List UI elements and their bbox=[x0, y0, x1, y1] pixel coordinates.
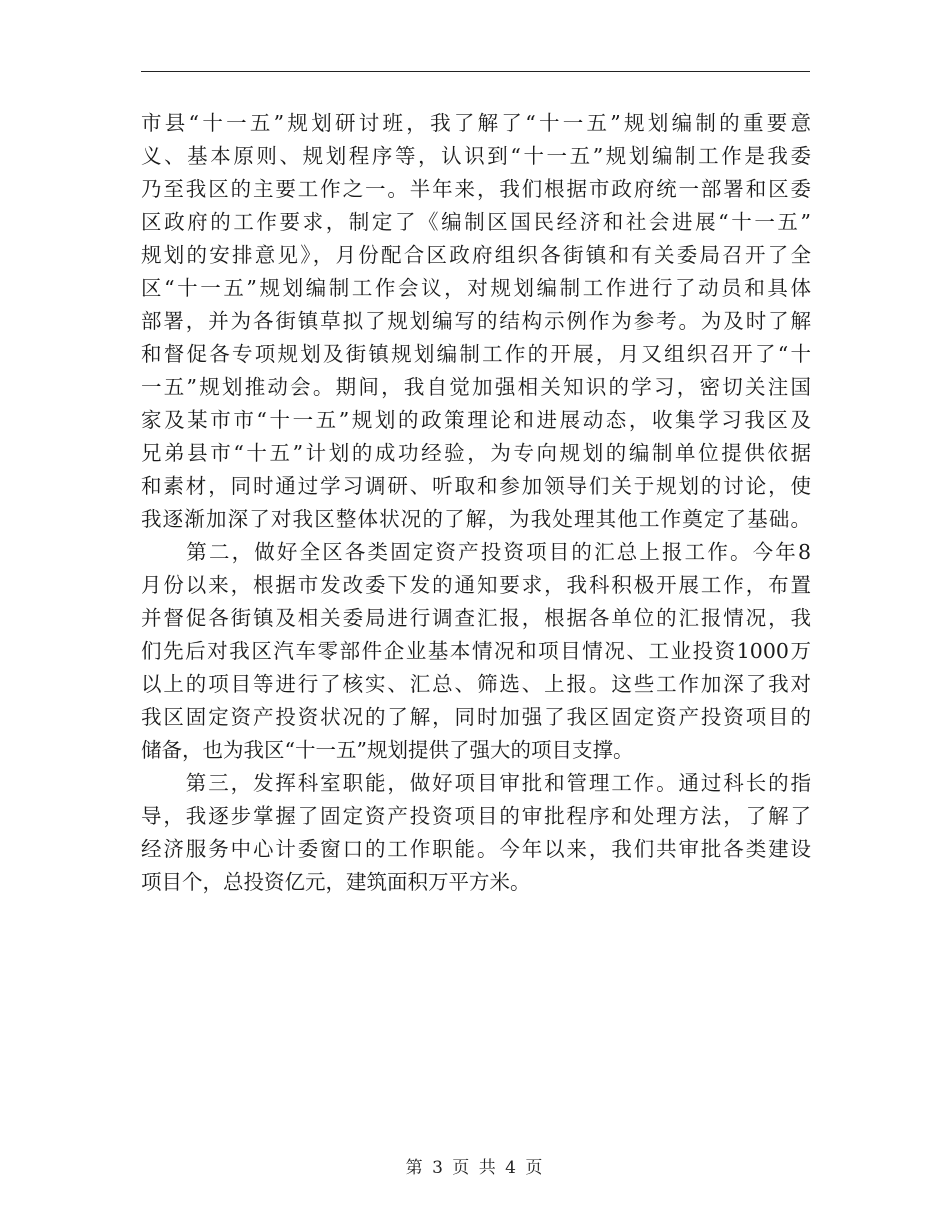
text-line: 义、基本原则、规划程序等，认识到“十一五”规划编制工作是我委 bbox=[141, 144, 811, 168]
text-line: 经济服务中心计委窗口的工作职能。今年以来，我们共审批各类建设 bbox=[141, 837, 811, 861]
text-line: 储备，也为我区“十一五”规划提供了强大的项目支撑。 bbox=[141, 738, 634, 762]
text-line: 月份以来，根据市发改委下发的通知要求，我科积极开展工作，布置 bbox=[141, 573, 811, 597]
text-line: 家及某市市“十一五”规划的政策理论和进展动态，收集学习我区及 bbox=[141, 408, 811, 432]
text-line: 和督促各专项规划及街镇规划编制工作的开展，月又组织召开了“十 bbox=[141, 342, 811, 366]
text-line: 区政府的工作要求，制定了《编制区国民经济和社会进展“十一五” bbox=[141, 210, 811, 234]
text-line: 兄弟县市“十五”计划的成功经验，为专向规划的编制单位提供依据 bbox=[141, 441, 811, 465]
text-line: 并督促各街镇及相关委局进行调查汇报，根据各单位的汇报情况，我 bbox=[141, 606, 811, 630]
header-rule bbox=[141, 71, 810, 72]
text-line: 导，我逐步掌握了固定资产投资项目的审批程序和处理方法，了解了 bbox=[141, 804, 811, 828]
text-line: 市县“十一五”规划研讨班，我了解了“十一五”规划编制的重要意 bbox=[141, 111, 811, 135]
document-body bbox=[141, 107, 811, 899]
text-line: 和素材，同时通过学习调研、听取和参加领导们关于规划的讨论，使 bbox=[141, 474, 811, 498]
text-line: 项目个，总投资亿元，建筑面积万平方米。 bbox=[141, 870, 531, 894]
text-line: 区“十一五”规划编制工作会议，对规划编制工作进行了动员和具体 bbox=[141, 276, 811, 300]
text-line: 我逐渐加深了对我区整体状况的了解，为我处理其他工作奠定了基础。 bbox=[141, 507, 811, 531]
text-line: 我区固定资产投资状况的了解，同时加强了我区固定资产投资项目的 bbox=[141, 705, 811, 729]
text-line: 以上的项目等进行了核实、汇总、筛选、上报。这些工作加深了我对 bbox=[141, 672, 811, 696]
text-line: 规划的安排意见》，月份配合区政府组织各街镇和有关委局召开了全 bbox=[141, 243, 811, 267]
text-line: 们先后对我区汽车零部件企业基本情况和项目情况、工业投资1000万 bbox=[141, 639, 811, 663]
page-number-footer: 第 3 页 共 4 页 bbox=[405, 1158, 545, 1178]
text-line: 第二，做好全区各类固定资产投资项目的汇总上报工作。今年8 bbox=[141, 540, 811, 564]
text-line: 乃至我区的主要工作之一。半年来，我们根据市政府统一部署和区委 bbox=[141, 177, 811, 201]
text-line: 一五”规划推动会。期间，我自觉加强相关知识的学习，密切关注国 bbox=[141, 375, 811, 399]
text-line: 部署，并为各街镇草拟了规划编写的结构示例作为参考。为及时了解 bbox=[141, 309, 811, 333]
text-line: 第三，发挥科室职能，做好项目审批和管理工作。通过科长的指 bbox=[141, 771, 811, 795]
